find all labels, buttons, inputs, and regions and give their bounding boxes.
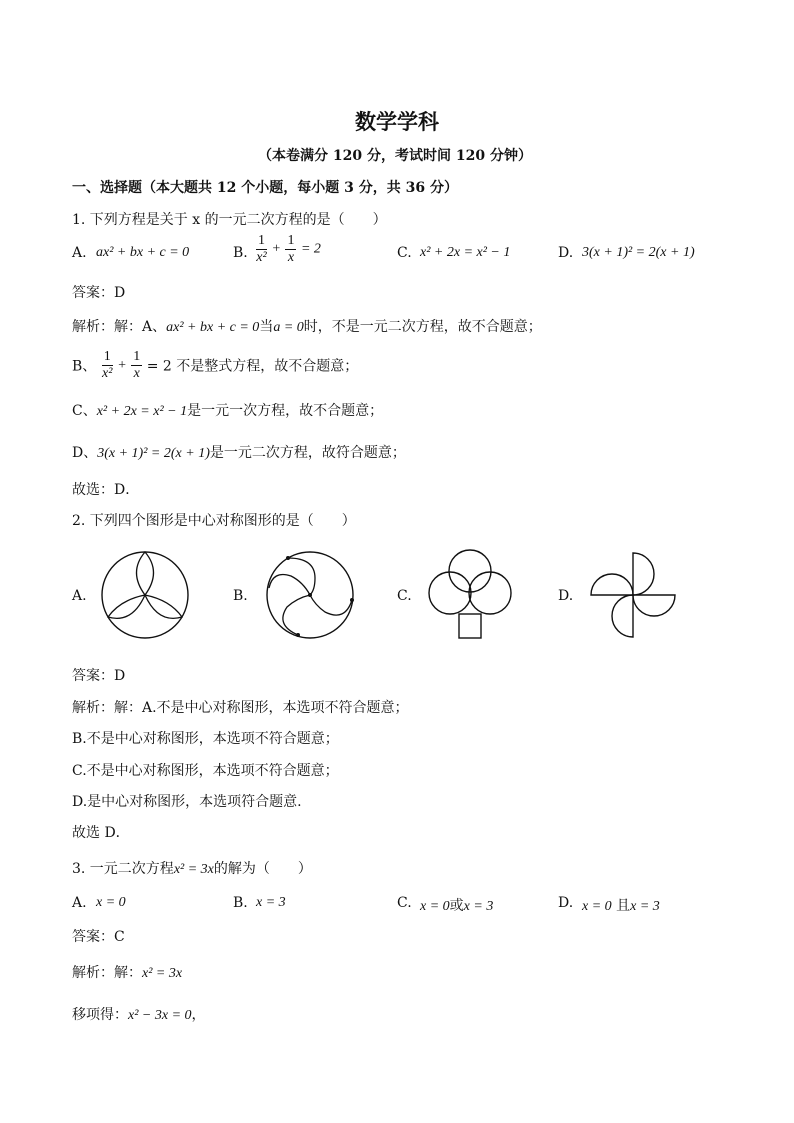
three-petal-circle-figure: [100, 550, 190, 640]
frac-denominator: x: [287, 250, 295, 265]
q2-option-c-letter: C.: [397, 588, 412, 604]
analysis-label: 解析：解：: [72, 965, 142, 981]
q3-analysis: [72, 962, 182, 982]
connector-word: 且: [616, 898, 631, 914]
q1-option-d-letter: D.: [558, 245, 574, 261]
q3-option-a-letter: A.: [72, 895, 87, 911]
q2-option-a-letter: A.: [72, 588, 87, 604]
q2-analysis-line: C.不是中心对称图形，本选项不符合题意；: [72, 763, 339, 779]
q2-answer: 答案：D: [72, 668, 126, 684]
math-expression: x = 3: [630, 899, 660, 914]
three-circles-square-figure: [425, 548, 515, 643]
q1-answer: 答案：D: [72, 285, 126, 301]
frac-numerator: 1: [133, 349, 141, 364]
analysis-text: 当: [259, 319, 274, 335]
analysis-text: 时，不是一元二次方程，故不合题意；: [303, 319, 542, 335]
page-subtitle: （本卷满分 120 分，考试时间 120 分钟）: [258, 148, 532, 164]
analysis-text: = 2 不是整式方程，故不合题意；: [146, 358, 359, 375]
q3-option-c: [420, 895, 493, 915]
analysis-label: C、: [72, 403, 97, 419]
q1-option-b-letter: B.: [233, 245, 248, 261]
q1-conclusion: 故选：D．: [72, 482, 140, 498]
q3-option-a: x = 0: [96, 895, 126, 910]
q2-option-b-letter: B.: [233, 588, 248, 604]
q1-option-d: 3(x + 1)² = 2(x + 1): [582, 245, 695, 260]
q1-analysis-b: B、 $\frac{1}{\text{x²}}$ + $\frac{1}{x}$ = 2 不是整式方程，故不合题意；: [72, 349, 359, 381]
step-label: 移项得：: [72, 1007, 128, 1023]
q1-option-b-rhs: = 2: [300, 241, 321, 257]
step-punct: ，: [191, 1007, 206, 1023]
q1-option-a-letter: A.: [72, 245, 87, 261]
frac-numerator: 1: [258, 233, 265, 248]
math-expression: x = 0: [420, 899, 450, 914]
frac-denominator: x²: [256, 250, 267, 265]
q1-analysis-a: [72, 316, 542, 336]
q3-option-c-letter: C.: [397, 895, 412, 911]
q3-option-d: [582, 895, 660, 915]
section-heading: 一、选择题（本大题共 12 个小题，每小题 3 分，共 36 分）: [72, 180, 458, 196]
q2-analysis-line: B.不是中心对称图形，本选项不符合题意；: [72, 731, 339, 747]
frac-numerator: 1: [103, 349, 111, 364]
q1-stem: 1. 下列方程是关于 x 的一元二次方程的是（ ）: [72, 212, 387, 228]
analysis-label: D、: [72, 445, 98, 461]
frac-denominator: x²: [102, 366, 113, 381]
pinwheel-figure: [590, 552, 676, 638]
q1-option-b: $\frac{1}{\text{x²}}$ + $\frac{1}{x}$ = 2: [256, 233, 321, 265]
step-equation: x² − 3x = 0: [128, 1008, 192, 1023]
q3-option-b: x = 3: [256, 895, 286, 910]
analysis-equation: x² = 3x: [142, 966, 183, 981]
spiral-circle-figure: [265, 550, 355, 640]
q3-answer: 答案：C: [72, 929, 125, 945]
analysis-equation: x² + 2x = x² − 1: [96, 404, 188, 419]
q3-option-b-letter: B.: [233, 895, 248, 911]
analysis-label: 解析：解：A、: [72, 319, 167, 335]
analysis-condition: a = 0: [273, 320, 304, 335]
q3-step-move: [72, 1004, 206, 1024]
q1-analysis-d: [72, 442, 406, 462]
q2-analysis-line: 解析：解：A.不是中心对称图形，本选项不符合题意；: [72, 700, 409, 716]
math-expression: x = 3: [463, 899, 494, 914]
q1-analysis-c: [72, 400, 383, 420]
q3-stem-equation: x² = 3x: [173, 862, 214, 877]
page-title: 数学学科: [355, 110, 439, 134]
frac-denominator: x: [133, 366, 140, 381]
analysis-text: 是一元一次方程，故不合题意；: [187, 403, 384, 419]
analysis-text: 是一元二次方程，故符合题意；: [209, 445, 406, 461]
q1-option-c: x² + 2x = x² − 1: [420, 245, 511, 260]
q3-stem-text: 3. 一元二次方程: [72, 861, 174, 877]
connector-word: 或: [449, 898, 464, 914]
q1-option-a: ax² + bx + c = 0: [96, 245, 190, 260]
q2-conclusion: 故选 D．: [72, 825, 130, 841]
q3-option-d-letter: D.: [558, 895, 574, 911]
analysis-label: B、: [72, 358, 97, 375]
frac-numerator: 1: [287, 233, 295, 248]
q2-stem: 2. 下列四个图形是中心对称图形的是（ ）: [72, 513, 356, 529]
q3-stem-text: 的解为（ ）: [213, 861, 312, 877]
math-expression: x = 0: [582, 899, 612, 914]
q2-analysis-line: D.是中心对称图形，本选项符合题意.: [72, 794, 302, 810]
analysis-equation: 3(x + 1)² = 2(x + 1): [97, 446, 210, 461]
q1-option-c-letter: C.: [397, 245, 412, 261]
analysis-equation: ax² + bx + c = 0: [166, 320, 260, 335]
q3-stem: [72, 858, 312, 878]
q2-option-d-letter: D.: [558, 588, 574, 604]
